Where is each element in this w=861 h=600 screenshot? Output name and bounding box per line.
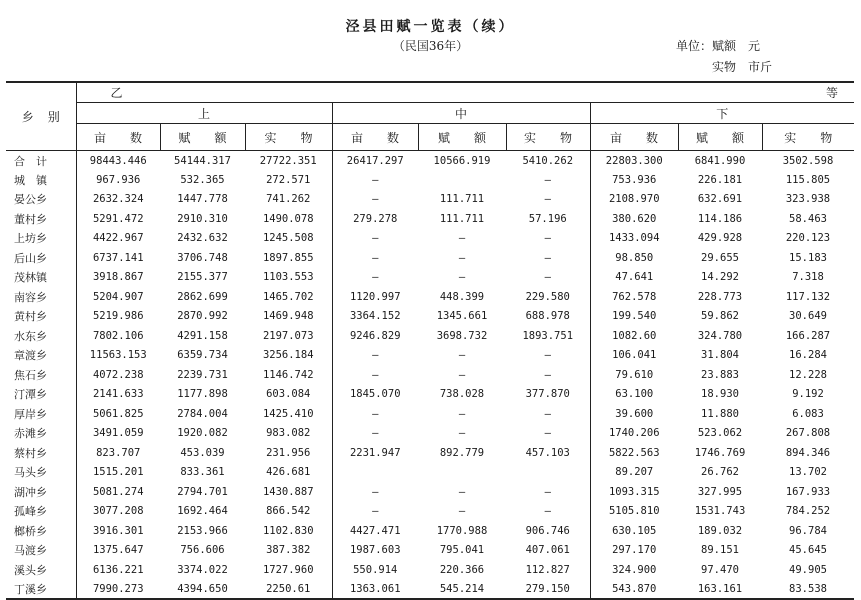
col-header-tax: 赋 额 — [160, 124, 245, 151]
data-cell: 89.207 — [590, 463, 678, 483]
data-cell: 448.399 — [439, 290, 485, 303]
data-cell: 267.808 — [785, 427, 831, 440]
data-cell: 10566.919 — [418, 151, 506, 171]
data-cell: 2153.966 — [177, 524, 228, 537]
data-cell: 114.186 — [697, 212, 743, 225]
township-header: 乡别 — [6, 82, 76, 151]
data-cell: 1746.769 — [694, 446, 746, 459]
data-cell: 426.681 — [266, 466, 311, 479]
data-cell: 2239.731 — [177, 368, 228, 381]
data-cell: — — [332, 482, 418, 502]
township-name: 上坊乡 — [14, 232, 47, 246]
data-cell: 13.702 — [789, 466, 827, 479]
data-cell: 229.580 — [525, 290, 570, 303]
table-row — [6, 580, 854, 600]
data-cell: 4427.471 — [332, 521, 418, 541]
data-cell: 9.192 — [792, 388, 824, 401]
data-cell: 2632.324 — [76, 190, 160, 210]
data-cell: — — [544, 407, 551, 420]
data-cell: 1082.60 — [590, 326, 678, 346]
group-upper-header: 上 — [76, 103, 332, 124]
col-header-tax: 赋 额 — [418, 124, 506, 151]
data-cell: 1447.778 — [177, 193, 228, 206]
data-cell: 1692.464 — [177, 505, 228, 518]
data-cell: 1770.988 — [436, 524, 488, 537]
data-cell: 3077.208 — [76, 502, 160, 522]
data-cell: 226.181 — [697, 173, 743, 186]
table-row — [6, 385, 854, 405]
data-cell: 5081.274 — [76, 482, 160, 502]
township-name: 晏公乡 — [14, 193, 47, 207]
data-cell: 453.039 — [180, 446, 225, 459]
data-cell: 387.382 — [266, 544, 311, 557]
table-row — [6, 482, 854, 502]
table-title: 泾县田赋一览表（续） — [345, 19, 516, 35]
data-cell: 3706.748 — [177, 251, 228, 264]
data-cell: 892.779 — [439, 446, 485, 459]
township-name: 孤峰乡 — [14, 505, 47, 519]
table-row — [6, 307, 854, 327]
data-cell: 106.041 — [590, 346, 678, 366]
data-cell: — — [332, 502, 418, 522]
table-row — [6, 424, 854, 444]
township-name: 蔡村乡 — [14, 446, 47, 460]
group-middle-header: 中 — [332, 103, 590, 124]
data-cell: 117.132 — [785, 290, 831, 303]
data-cell: 1177.898 — [177, 388, 228, 401]
data-cell: 112.827 — [525, 563, 570, 576]
data-cell: 5291.472 — [76, 209, 160, 229]
data-cell: 279.278 — [332, 209, 418, 229]
data-cell: — — [458, 485, 466, 498]
data-cell: 272.571 — [266, 173, 311, 186]
data-cell: 7990.273 — [76, 580, 160, 600]
table-row — [6, 560, 854, 580]
data-cell: 6136.221 — [76, 560, 160, 580]
township-name: 南容乡 — [14, 290, 47, 304]
data-cell: 784.252 — [785, 505, 831, 518]
data-cell: — — [332, 170, 418, 190]
data-cell: 166.287 — [785, 329, 831, 342]
data-cell: 31.804 — [701, 349, 739, 362]
data-cell: 30.649 — [789, 310, 827, 323]
data-cell: 4291.158 — [177, 329, 228, 342]
data-cell: 63.100 — [590, 385, 678, 405]
data-cell: 54144.317 — [160, 151, 245, 171]
data-cell: 753.936 — [590, 170, 678, 190]
data-cell: 12.228 — [789, 368, 827, 381]
data-cell: 16.284 — [789, 349, 827, 362]
data-cell: 545.214 — [418, 580, 506, 600]
data-cell: 1920.082 — [177, 427, 228, 440]
data-cell: 5219.986 — [76, 307, 160, 327]
data-cell: 98443.446 — [76, 151, 160, 171]
data-cell: 1465.702 — [262, 290, 314, 303]
data-cell: — — [544, 232, 551, 245]
data-cell: 27722.351 — [245, 151, 332, 171]
data-cell: 2231.947 — [332, 443, 418, 463]
data-cell: 1531.743 — [694, 505, 746, 518]
data-cell: — — [458, 505, 466, 518]
data-cell: 59.862 — [701, 310, 739, 323]
data-cell: 550.914 — [332, 560, 418, 580]
data-cell: 324.900 — [590, 560, 678, 580]
township-name: 厚岸乡 — [14, 407, 47, 421]
data-cell: 26.762 — [701, 466, 739, 479]
data-cell: 1425.410 — [262, 407, 314, 420]
table-row — [6, 463, 854, 483]
data-cell: 2910.310 — [177, 212, 228, 225]
data-cell: 380.620 — [590, 209, 678, 229]
land-tax-table — [6, 81, 854, 600]
data-cell: 1727.960 — [262, 563, 314, 576]
data-cell: 3698.732 — [436, 329, 488, 342]
table-row — [6, 248, 854, 268]
township-name: 章渡乡 — [14, 349, 47, 363]
data-cell — [418, 463, 506, 483]
table-row — [6, 190, 854, 210]
data-cell: 688.978 — [525, 310, 570, 323]
data-cell: 324.780 — [697, 329, 743, 342]
township-name: 董村乡 — [14, 212, 47, 226]
data-cell: 967.936 — [76, 170, 160, 190]
table-row — [6, 209, 854, 229]
data-cell: 58.463 — [789, 212, 827, 225]
data-cell: 457.103 — [525, 446, 570, 459]
data-cell: 15.183 — [789, 251, 827, 264]
data-cell: 3918.867 — [76, 268, 160, 288]
col-header-area: 亩 数 — [590, 124, 678, 151]
grade-prefix: 乙 — [110, 86, 123, 100]
data-cell — [332, 463, 418, 483]
data-cell: 1845.070 — [332, 385, 418, 405]
col-header-area: 亩 数 — [332, 124, 418, 151]
data-cell: 199.540 — [590, 307, 678, 327]
data-cell: 532.365 — [180, 173, 225, 186]
data-cell: 297.170 — [590, 541, 678, 561]
data-cell: — — [332, 229, 418, 249]
data-cell: 111.711 — [439, 212, 485, 225]
col-header-area: 亩 数 — [76, 124, 160, 151]
data-cell: 3491.059 — [76, 424, 160, 444]
table-subtitle: （民国36年） — [392, 39, 469, 53]
data-cell: 3256.184 — [262, 349, 314, 362]
township-name: 茂林镇 — [14, 271, 47, 285]
data-cell: — — [544, 485, 551, 498]
data-cell: 11.880 — [701, 407, 739, 420]
data-cell: 2862.699 — [177, 290, 228, 303]
data-cell: 4394.650 — [160, 580, 245, 600]
table-row — [6, 404, 854, 424]
data-cell: 49.905 — [789, 563, 827, 576]
data-cell: — — [458, 349, 466, 362]
data-cell: 23.883 — [701, 368, 739, 381]
data-cell: 3916.301 — [76, 521, 160, 541]
data-cell: 377.870 — [525, 388, 570, 401]
data-cell: 14.292 — [701, 271, 739, 284]
col-header-goods: 实 物 — [762, 124, 854, 151]
data-cell: 2432.632 — [177, 232, 228, 245]
data-cell: 1515.201 — [76, 463, 160, 483]
data-cell: — — [332, 248, 418, 268]
township-name: 马渡乡 — [14, 544, 47, 558]
data-cell: 6359.734 — [177, 349, 228, 362]
data-cell: 1433.094 — [590, 229, 678, 249]
data-cell: 45.645 — [789, 544, 827, 557]
data-cell: 1375.647 — [76, 541, 160, 561]
data-cell: 9246.829 — [332, 326, 418, 346]
data-cell: — — [332, 404, 418, 424]
data-cell: 7.318 — [792, 271, 824, 284]
data-cell: 906.746 — [525, 524, 570, 537]
data-cell: 5822.563 — [590, 443, 678, 463]
data-cell: 2155.377 — [177, 271, 228, 284]
data-cell: — — [458, 407, 466, 420]
table-row — [6, 287, 854, 307]
data-cell: 1893.751 — [522, 329, 574, 342]
data-cell: 1146.742 — [262, 368, 314, 381]
data-cell: 5204.907 — [76, 287, 160, 307]
data-cell: 1490.078 — [262, 212, 314, 225]
table-row — [6, 229, 854, 249]
township-name: 黄村乡 — [14, 310, 47, 324]
data-cell: 3502.598 — [762, 151, 854, 171]
table-row — [6, 541, 854, 561]
data-cell: — — [544, 349, 551, 362]
data-cell: 632.691 — [697, 193, 743, 206]
data-cell: 823.707 — [76, 443, 160, 463]
data-cell: 795.041 — [439, 544, 485, 557]
data-cell: 115.805 — [785, 173, 831, 186]
data-cell — [418, 170, 506, 190]
township-name: 榔桥乡 — [14, 524, 47, 538]
data-cell: 866.542 — [266, 505, 311, 518]
data-cell: 220.123 — [785, 232, 831, 245]
data-cell: — — [458, 251, 466, 264]
data-cell: 4072.238 — [76, 365, 160, 385]
unit-note-goods: 实物 市斤 — [712, 60, 773, 74]
data-cell: — — [458, 427, 466, 440]
data-cell: 220.366 — [439, 563, 485, 576]
data-cell: 83.538 — [762, 580, 854, 600]
data-cell: 29.655 — [701, 251, 739, 264]
data-cell: 96.784 — [789, 524, 827, 537]
data-cell — [506, 463, 590, 483]
data-cell: 6737.141 — [76, 248, 160, 268]
data-cell: 18.930 — [701, 388, 739, 401]
data-cell: 111.711 — [439, 193, 485, 206]
data-cell: — — [544, 193, 551, 206]
data-cell: 543.870 — [590, 580, 678, 600]
data-cell: 47.641 — [590, 268, 678, 288]
data-cell: — — [458, 271, 466, 284]
data-cell: 6.083 — [792, 407, 824, 420]
grade-suffix: 等 — [825, 86, 838, 100]
data-cell: 26417.297 — [332, 151, 418, 171]
table-row — [6, 521, 854, 541]
col-header-goods: 实 物 — [506, 124, 590, 151]
data-cell: 1102.830 — [262, 524, 314, 537]
data-cell: — — [544, 271, 551, 284]
data-cell: 57.196 — [528, 212, 567, 225]
data-cell: 5105.810 — [590, 502, 678, 522]
col-header-goods: 实 物 — [245, 124, 332, 151]
data-cell: 2784.004 — [177, 407, 228, 420]
data-cell: 738.028 — [439, 388, 485, 401]
col-header-tax: 赋 额 — [678, 124, 762, 151]
data-cell: — — [458, 232, 466, 245]
data-cell: 756.606 — [180, 544, 225, 557]
township-name: 湖冲乡 — [14, 485, 47, 499]
data-cell: 327.995 — [697, 485, 743, 498]
data-cell: 429.928 — [697, 232, 743, 245]
table-row — [6, 443, 854, 463]
data-cell: 2250.61 — [245, 580, 332, 600]
group-lower-header: 下 — [590, 103, 854, 124]
data-cell: 22803.300 — [590, 151, 678, 171]
data-cell: 167.933 — [785, 485, 831, 498]
data-cell: 1363.061 — [332, 580, 418, 600]
data-cell: — — [544, 368, 551, 381]
data-cell: 3364.152 — [332, 307, 418, 327]
data-cell: — — [458, 368, 466, 381]
data-cell: 2108.970 — [590, 190, 678, 210]
data-cell: 39.600 — [590, 404, 678, 424]
data-cell: 323.938 — [785, 193, 831, 206]
data-cell: 97.470 — [701, 563, 739, 576]
data-cell: 98.850 — [590, 248, 678, 268]
data-cell: — — [332, 346, 418, 366]
township-name: 赤滩乡 — [14, 427, 47, 441]
data-cell: 983.082 — [266, 427, 311, 440]
data-cell: — — [332, 365, 418, 385]
data-cell: 189.032 — [697, 524, 743, 537]
table-row — [6, 365, 854, 385]
data-cell: 762.578 — [590, 287, 678, 307]
data-cell: 407.061 — [525, 544, 570, 557]
data-cell: 630.105 — [590, 521, 678, 541]
data-cell: 894.346 — [785, 446, 831, 459]
data-cell: — — [544, 251, 551, 264]
unit-note-tax: 单位：赋额 元 — [676, 39, 761, 53]
data-cell: 2870.992 — [177, 310, 228, 323]
data-cell: 1740.206 — [590, 424, 678, 444]
data-cell: — — [332, 268, 418, 288]
data-cell: 7802.106 — [76, 326, 160, 346]
data-cell: 11563.153 — [76, 346, 160, 366]
data-cell: 1345.661 — [436, 310, 488, 323]
data-cell: 523.062 — [697, 427, 743, 440]
township-name: 城 镇 — [14, 173, 47, 187]
data-cell: — — [332, 190, 418, 210]
township-name: 焦石乡 — [14, 368, 47, 382]
data-cell: 79.610 — [590, 365, 678, 385]
data-cell: — — [544, 173, 551, 186]
table-row — [6, 346, 854, 366]
data-cell: 1987.603 — [332, 541, 418, 561]
data-cell: 1469.948 — [262, 310, 314, 323]
table-row — [6, 170, 854, 190]
data-cell: 2197.073 — [262, 329, 314, 342]
table-row — [6, 502, 854, 522]
data-cell: 2794.701 — [177, 485, 228, 498]
township-name: 汀潭乡 — [14, 388, 47, 402]
data-cell: 279.150 — [506, 580, 590, 600]
data-cell: 4422.967 — [76, 229, 160, 249]
data-cell: 1120.997 — [332, 287, 418, 307]
township-name: 溪头乡 — [14, 563, 47, 577]
data-cell: — — [544, 427, 551, 440]
table-row — [6, 268, 854, 288]
township-name: 合 计 — [6, 151, 76, 171]
table-row — [6, 151, 854, 171]
data-cell: 2141.633 — [76, 385, 160, 405]
data-cell: 1093.315 — [590, 482, 678, 502]
data-cell: — — [544, 505, 551, 518]
township-name: 后山乡 — [14, 251, 47, 265]
data-cell: 163.161 — [678, 580, 762, 600]
data-cell: 89.151 — [701, 544, 739, 557]
data-cell: 5410.262 — [506, 151, 590, 171]
data-cell: 5061.825 — [76, 404, 160, 424]
table-row — [6, 326, 854, 346]
township-name: 水东乡 — [14, 329, 47, 343]
data-cell: 1430.887 — [262, 485, 314, 498]
township-name: 丁溪乡 — [6, 580, 76, 600]
data-cell: 1245.508 — [262, 232, 314, 245]
data-cell: 833.361 — [180, 466, 225, 479]
data-cell: 3374.022 — [177, 563, 228, 576]
data-cell: 603.084 — [266, 388, 311, 401]
data-cell: 231.956 — [266, 446, 311, 459]
data-cell: 6841.990 — [678, 151, 762, 171]
data-cell: 1103.553 — [262, 271, 314, 284]
township-name: 马头乡 — [14, 466, 47, 480]
data-cell: 228.773 — [697, 290, 743, 303]
data-cell: 1897.855 — [262, 251, 314, 264]
grade-header — [76, 82, 854, 103]
data-cell: 741.262 — [266, 193, 311, 206]
data-cell: — — [332, 424, 418, 444]
